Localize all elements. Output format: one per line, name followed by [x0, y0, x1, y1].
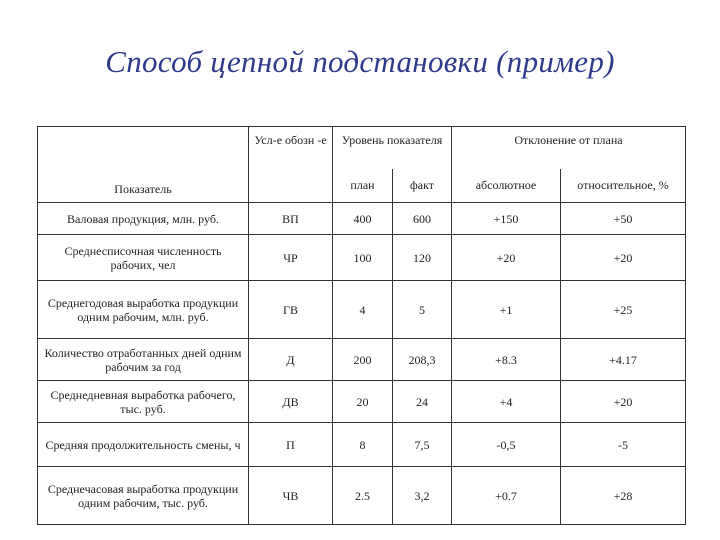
header-deviation: Отклонение от плана	[452, 127, 686, 169]
indicator-name: Валовая продукция, млн. руб.	[38, 203, 249, 235]
indicator-name: Среднегодовая выработка продукции одним рабочим, млн. руб.	[38, 281, 249, 339]
table-row	[38, 281, 686, 339]
header-indicator: Показатель	[38, 127, 249, 203]
fact-cell: 24	[393, 381, 452, 423]
symbol-cell: ДВ	[249, 381, 333, 423]
symbol-cell: ЧР	[249, 235, 333, 281]
symbol-cell: П	[249, 423, 333, 467]
header-symbol: Усл-е обозн -е	[249, 127, 333, 203]
table-row	[38, 203, 686, 235]
absolute-cell: +150	[452, 203, 561, 235]
relative-cell: +20	[561, 235, 686, 281]
fact-cell: 208,3	[393, 339, 452, 381]
table-row	[38, 235, 686, 281]
absolute-cell: +1	[452, 281, 561, 339]
indicator-name: Среднесписочная численность рабочих, чел	[38, 235, 249, 281]
plan-cell: 2.5	[333, 467, 393, 525]
indicator-name: Среднечасовая выработка продукции одним рабочим, тыс. руб.	[38, 467, 249, 525]
plan-cell: 4	[333, 281, 393, 339]
indicator-name: Средняя продолжительность смены, ч	[38, 423, 249, 467]
absolute-cell: +20	[452, 235, 561, 281]
relative-cell: +50	[561, 203, 686, 235]
table-row	[38, 339, 686, 381]
absolute-cell: -0,5	[452, 423, 561, 467]
plan-cell: 20	[333, 381, 393, 423]
chain-substitution-table	[37, 126, 686, 525]
symbol-cell: ГВ	[249, 281, 333, 339]
relative-cell: +20	[561, 381, 686, 423]
header-level: Уровень показателя	[333, 127, 452, 169]
header-relative: относительное, %	[561, 169, 686, 203]
slide-title: Способ цепной подстановки (пример)	[105, 44, 615, 79]
plan-cell: 200	[333, 339, 393, 381]
table-row	[38, 381, 686, 423]
fact-cell: 120	[393, 235, 452, 281]
plan-cell: 400	[333, 203, 393, 235]
plan-cell: 100	[333, 235, 393, 281]
absolute-cell: +8.3	[452, 339, 561, 381]
indicator-name: Среднедневная выработка рабочего, тыс. руб.	[38, 381, 249, 423]
symbol-cell: ВП	[249, 203, 333, 235]
plan-cell: 8	[333, 423, 393, 467]
fact-cell: 7,5	[393, 423, 452, 467]
table-row	[38, 467, 686, 525]
relative-cell: +4.17	[561, 339, 686, 381]
relative-cell: -5	[561, 423, 686, 467]
header-absolute: абсолютное	[452, 169, 561, 203]
header-plan: план	[333, 169, 393, 203]
absolute-cell: +4	[452, 381, 561, 423]
fact-cell: 5	[393, 281, 452, 339]
indicator-name: Количество отработанных дней одним рабочим за год	[38, 339, 249, 381]
fact-cell: 3,2	[393, 467, 452, 525]
symbol-cell: ЧВ	[249, 467, 333, 525]
fact-cell: 600	[393, 203, 452, 235]
relative-cell: +28	[561, 467, 686, 525]
header-fact: факт	[393, 169, 452, 203]
table-row	[38, 423, 686, 467]
absolute-cell: +0.7	[452, 467, 561, 525]
relative-cell: +25	[561, 281, 686, 339]
symbol-cell: Д	[249, 339, 333, 381]
